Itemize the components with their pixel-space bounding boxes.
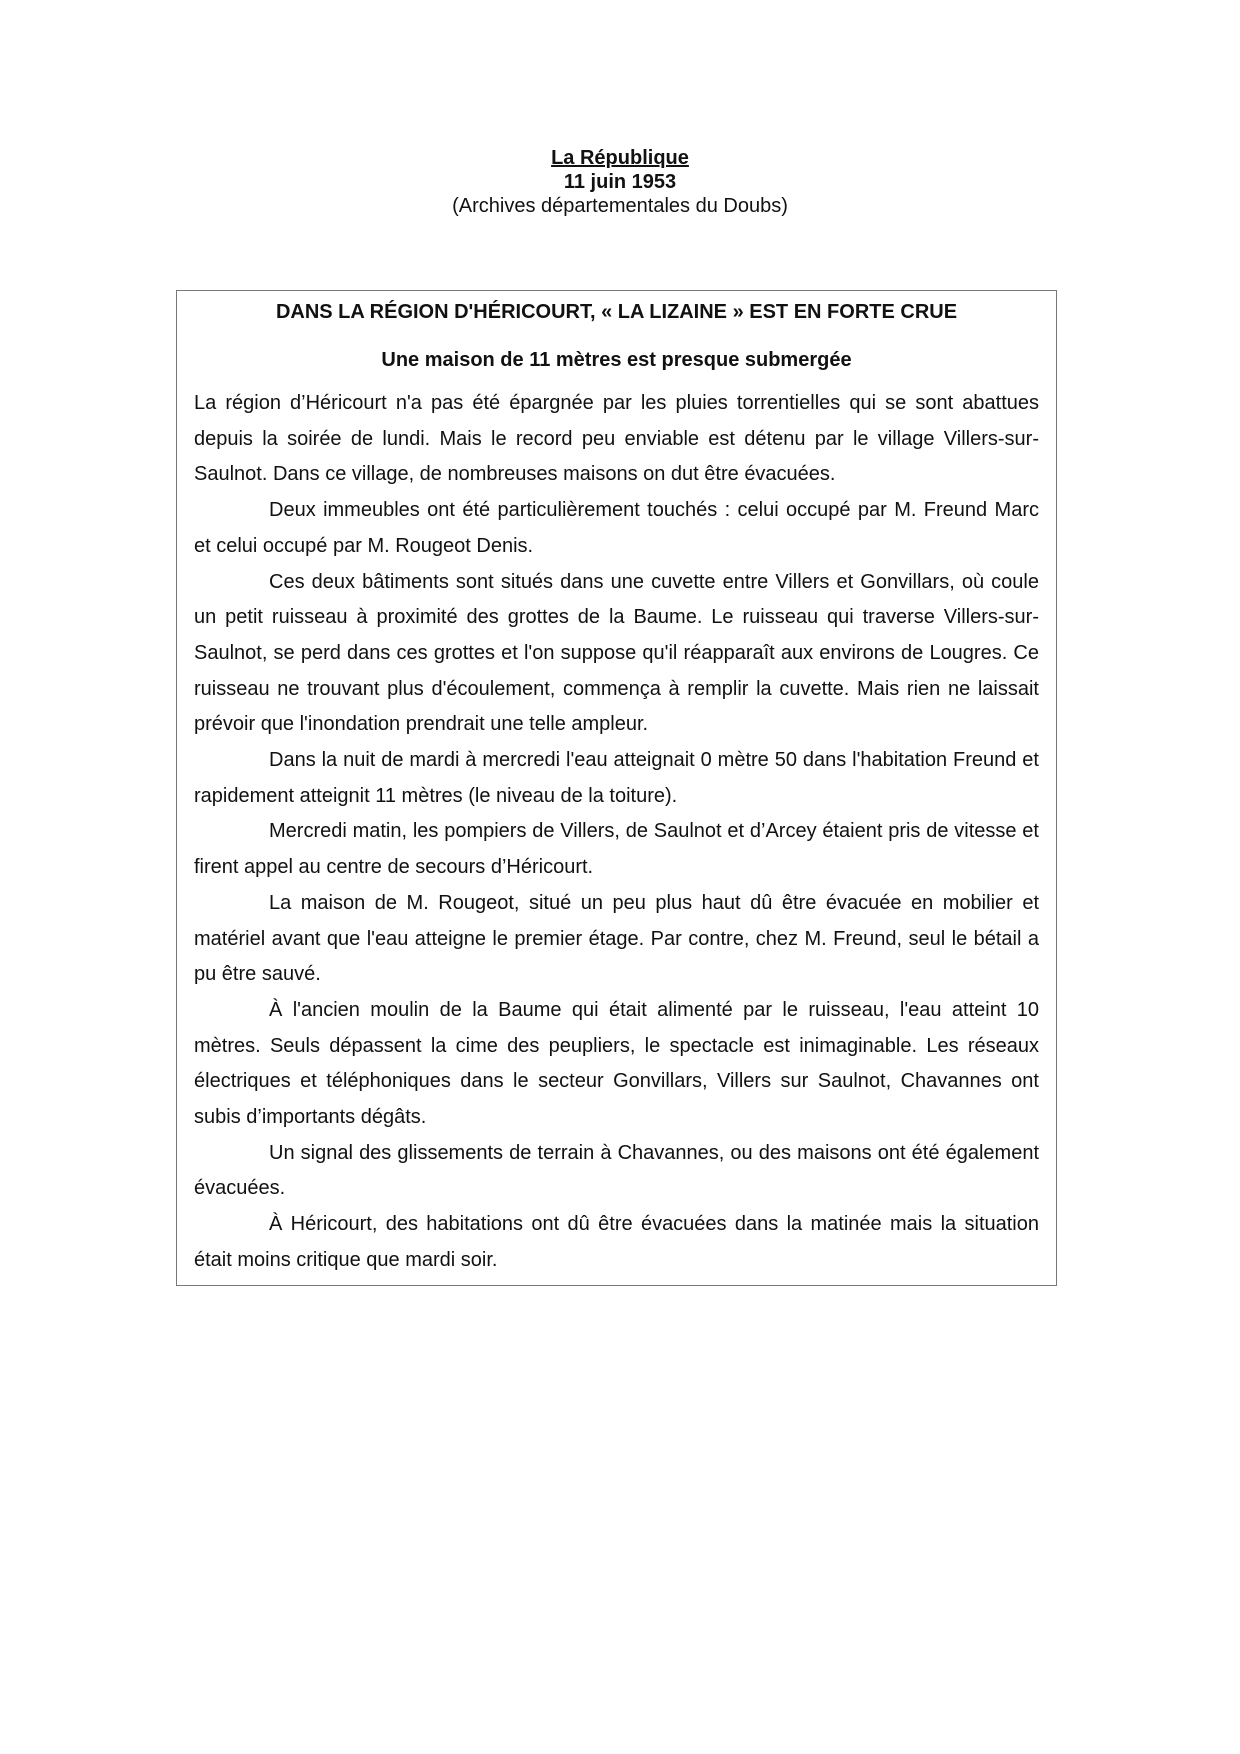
document-header — [0, 146, 1240, 218]
paragraph: Deux immeubles ont été particulièrement touchés : celui occupé par M. Freund Marc et celui occupé par M. Rougeot Denis. — [194, 499, 1039, 557]
paragraph: Ces deux bâtiments sont situés dans une cuvette entre Villers et Gonvillars, où coule un petit ruisseau à proximité des grottes de la Baume. Le ruisseau qui traverse Villers-sur-Saulnot, se perd dans ces grottes et l'on suppose qu'il réapparaît aux environs de Lougres. Ce ruisseau ne trouvant plus d'écoulement, commença à remplir la cuvette. Mais rien ne laissait prévoir que l'inondation prendrait une telle ampleur. — [194, 570, 1039, 736]
article-subheadline: Une maison de 11 mètres est presque submergée — [381, 349, 852, 371]
paragraph: À Héricourt, des habitations ont dû être évacuées dans la matinée mais la situation était moins critique que mardi soir. — [194, 1213, 1039, 1271]
article-headline: DANS LA RÉGION D'HÉRICOURT, « LA LIZAINE » EST EN FORTE CRUE — [275, 301, 958, 323]
paragraph: À l'ancien moulin de la Baume qui était alimenté par le ruisseau, l'eau atteint 10 mètres. Seuls dépassent la cime des peupliers, le spectacle est inimaginable. Les réseaux électriques et téléphoniques dans le secteur Gonvillars, Villers sur Saulnot, Chavannes ont subis d’importants dégâts. — [194, 998, 1039, 1129]
publication-date: 11 juin 1953 — [563, 171, 677, 193]
article-body — [194, 386, 1039, 1279]
paragraph: Mercredi matin, les pompiers de Villers, de Saulnot et d’Arcey étaient pris de vitesse et firent appel au centre de secours d’Héricourt. — [194, 820, 1039, 879]
article-box — [176, 290, 1057, 1286]
paragraph: La région d’Héricourt n'a pas été épargnée par les pluies torrentielles qui se sont abattues depuis la soirée de lundi. Mais le record peu enviable est détenu par le village Villers-sur-Saulnot. Dans ce village, de nombreuses maisons on dut être évacuées. — [194, 392, 1039, 486]
source-note: (Archives départementales du Doubs) — [452, 195, 788, 217]
paragraph: Un signal des glissements de terrain à Chavannes, ou des maisons ont été également évacuées. — [194, 1141, 1039, 1200]
paragraph: La maison de M. Rougeot, situé un peu plus haut dû être évacuée en mobilier et matériel avant que l'eau atteigne le premier étage. Par contre, chez M. Freund, seul le bétail a pu être sauvé. — [194, 891, 1039, 986]
newspaper-title: La République — [551, 147, 689, 169]
paragraph: Dans la nuit de mardi à mercredi l'eau atteignait 0 mètre 50 dans l'habitation Freund et rapidement atteignit 11 mètres (le niveau de la toiture). — [194, 749, 1039, 807]
